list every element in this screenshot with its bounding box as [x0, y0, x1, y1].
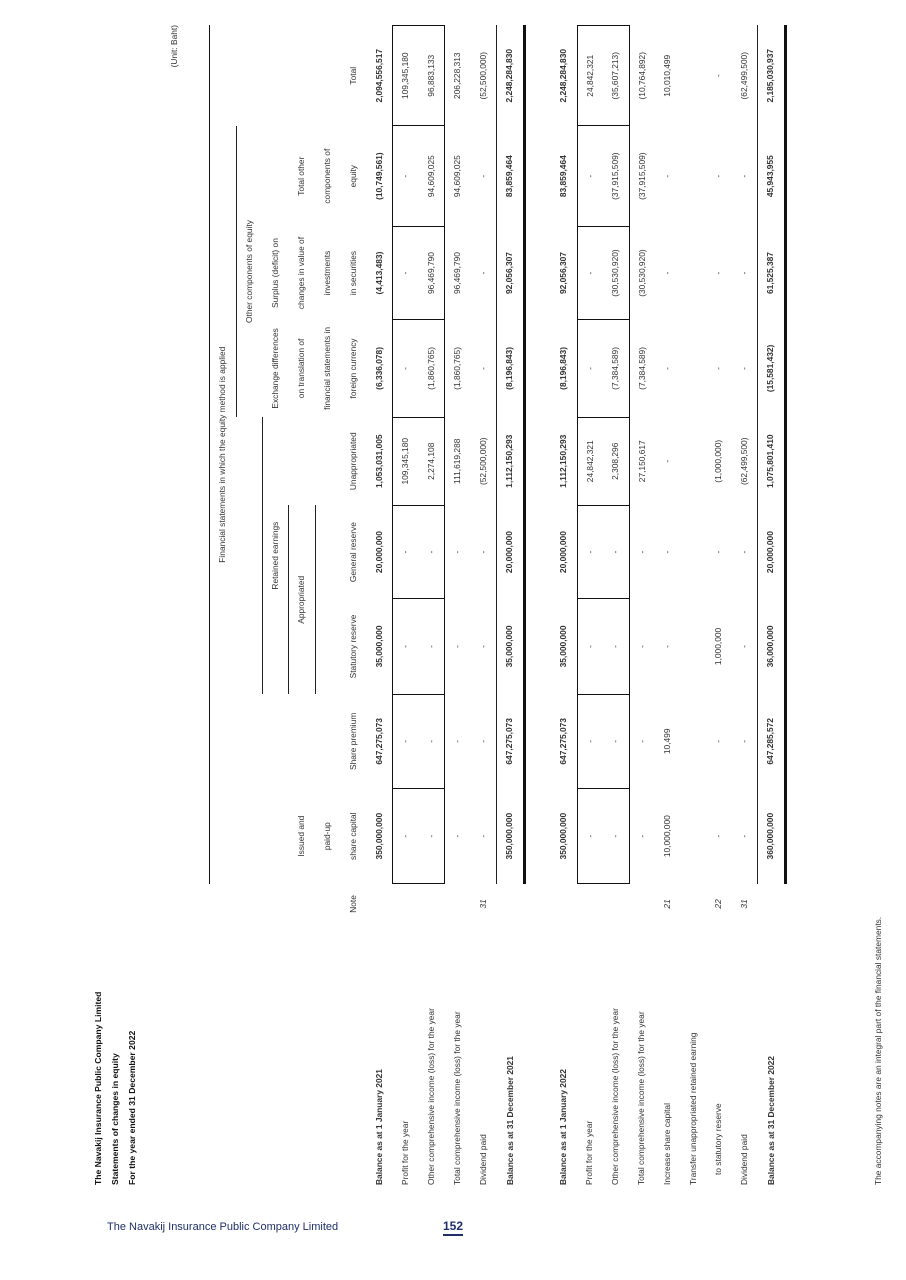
table-row [603, 26, 629, 1186]
cell-value: (52,500,000) [477, 437, 488, 486]
cell-value: - [629, 599, 655, 694]
row-note [603, 884, 629, 924]
cell-value: - [393, 789, 419, 884]
cell-value: (35,607,213) [603, 26, 629, 126]
header-issued-1: Issued and [296, 815, 306, 857]
cell-value: - [393, 505, 419, 598]
cell-value: 24,842,321 [577, 417, 603, 505]
cell-value: (30,530,920) [603, 226, 629, 319]
cell-value: (1,860,765) [419, 320, 445, 417]
cell-value: 1,112,150,293 [497, 417, 525, 505]
row-note [551, 884, 577, 924]
cell-value: - [713, 550, 723, 554]
cell-value: 647,275,073 [558, 718, 568, 765]
row-label: Increase share capital [662, 1103, 672, 1185]
header-exch-4: foreign currency [348, 338, 358, 399]
table-row [419, 26, 445, 1186]
cell-value: - [662, 367, 672, 370]
row-label: Dividend paid [477, 1134, 488, 1185]
cell-value: 45,943,955 [758, 126, 786, 226]
cell-value: 83,859,464 [558, 155, 568, 198]
cell-value: (8,196,843) [558, 346, 568, 390]
row-label: Other comprehensive income (loss) for the year [425, 1008, 436, 1185]
row-note: 21 [662, 899, 672, 909]
table-row [497, 26, 525, 1186]
cell-value: - [477, 174, 488, 178]
row-label: Dividend paid [738, 1134, 749, 1185]
header-issued-2: paid-up [322, 822, 333, 851]
cell-value: 20,000,000 [373, 531, 384, 574]
cell-value: 2,248,284,830 [497, 26, 525, 126]
cell-value: (1,000,000) [713, 439, 723, 483]
cell-value: - [577, 694, 603, 788]
table-row [681, 26, 707, 1186]
header-note: Note [348, 895, 358, 913]
cell-value: - [713, 174, 723, 178]
cell-value: (8,196,843) [497, 320, 525, 417]
statement-title: Statements of changes in equity [110, 1053, 120, 1185]
table-row [471, 26, 497, 1186]
cell-value: 2,248,284,830 [558, 48, 568, 103]
cell-value: - [477, 739, 488, 743]
cell-value: 350,000,000 [373, 812, 384, 860]
header-group: Financial statements in which the equity method is applied [210, 26, 237, 884]
cell-value: 647,275,073 [497, 694, 525, 788]
cell-value: - [577, 599, 603, 694]
row-label: Transfer unappropriated retained earning [687, 1032, 698, 1185]
cell-value: (10,749,561) [373, 152, 384, 200]
row-note [367, 884, 393, 924]
row-label: Balance as at 1 January 2021 [373, 1069, 384, 1185]
table-row [551, 26, 577, 1186]
cell-value: 94,609,025 [419, 126, 445, 226]
cell-value: 20,000,000 [758, 505, 786, 598]
cell-value: (37,915,509) [603, 126, 629, 226]
cell-value: 27,150,617 [629, 417, 655, 505]
row-label: Profit for the year [399, 1120, 410, 1185]
cell-value: - [738, 834, 749, 838]
cell-value: - [713, 739, 723, 743]
table-row [732, 26, 758, 1186]
table-row [706, 26, 732, 1186]
cell-value: - [419, 694, 445, 788]
footnote: The accompanying notes are an integral part of the financial statements. [873, 916, 883, 1185]
row-note [758, 884, 786, 924]
cell-value [681, 126, 707, 226]
cell-value: - [713, 367, 723, 370]
header-total: Total [348, 66, 358, 85]
cell-value: (62,499,500) [738, 52, 749, 100]
cell-value [681, 599, 707, 694]
cell-value: - [713, 271, 723, 275]
cell-value: - [662, 459, 672, 463]
row-label: Total comprehensive income (loss) for the year [451, 1011, 462, 1185]
cell-value: 92,056,307 [558, 252, 568, 294]
header-general-reserve: General reserve [348, 522, 358, 583]
header-issued-3: share capital [348, 812, 358, 860]
row-note [681, 884, 707, 924]
cell-value: - [738, 550, 749, 554]
row-label: Balance as at 31 December 2021 [504, 1056, 515, 1185]
cell-value: - [738, 739, 749, 743]
cell-value: 35,000,000 [558, 625, 568, 668]
cell-value: - [393, 694, 419, 788]
cell-value: - [477, 271, 488, 275]
header-exch-3: financial statements in [322, 326, 333, 410]
row-label: Profit for the year [584, 1120, 595, 1185]
cell-value: 1,000,000 [713, 627, 723, 666]
header-surp-2: changes in value of [296, 236, 306, 310]
cell-value: 35,000,000 [373, 625, 384, 668]
table-row [393, 26, 419, 1186]
cell-value: - [738, 174, 749, 178]
cell-value: - [713, 74, 723, 78]
cell-value: 109,345,180 [393, 417, 419, 505]
row-note [629, 884, 655, 924]
row-label: Other comprehensive income (loss) for the year [610, 1008, 621, 1185]
table-row [367, 26, 393, 1186]
cell-value: - [713, 834, 723, 838]
cell-value: 61,525,387 [758, 226, 786, 319]
cell-value [681, 417, 707, 505]
cell-value: 94,609,025 [445, 126, 471, 226]
header-other-components: Other components of equity [236, 126, 262, 417]
footer-company: The Navakij Insurance Public Company Limited [107, 1221, 339, 1233]
cell-value: - [419, 789, 445, 884]
header-surp-1: Surplus (deficit) on [269, 238, 280, 308]
cell-value: - [393, 226, 419, 319]
cell-value: (7,384,589) [603, 320, 629, 417]
cell-value [681, 320, 707, 417]
cell-value: - [477, 367, 488, 370]
cell-value: (10,764,892) [629, 26, 655, 126]
row-note [577, 884, 603, 924]
cell-value: - [629, 694, 655, 788]
cell-value: - [477, 550, 488, 554]
cell-value: - [445, 505, 471, 598]
header-retained-earnings: Retained earnings [262, 417, 289, 694]
cell-value: - [419, 599, 445, 694]
row-note [445, 884, 471, 924]
cell-value: - [603, 789, 629, 884]
cell-value [681, 789, 707, 884]
cell-value: (37,915,509) [629, 126, 655, 226]
cell-value: 36,000,000 [758, 599, 786, 694]
cell-value: - [738, 367, 749, 370]
company-title: The Navakij Insurance Public Company Limited [93, 991, 103, 1185]
row-label: Total comprehensive income (loss) for the year [636, 1011, 647, 1185]
header-exch-1: Exchange differences [269, 328, 280, 409]
header-statutory-reserve: Statutory reserve [348, 614, 358, 679]
cell-value: - [477, 834, 488, 838]
table-row [577, 26, 603, 1186]
cell-value: 1,053,031,005 [373, 434, 384, 489]
cell-value: (7,384,589) [629, 320, 655, 417]
cell-value: 111,619,288 [445, 417, 471, 505]
cell-value: 360,000,000 [758, 789, 786, 884]
cell-value: 10,499 [662, 728, 672, 755]
cell-value: - [577, 126, 603, 226]
cell-value [681, 226, 707, 319]
row-note: 22 [713, 899, 723, 909]
cell-value: - [662, 271, 672, 275]
cell-value: 1,112,150,293 [558, 434, 568, 488]
cell-value: - [629, 789, 655, 884]
header-unappropriated: Unappropriated [348, 432, 358, 491]
cell-value: 2,274,108 [419, 417, 445, 505]
row-note [419, 884, 445, 924]
header-appropriated: Appropriated [289, 505, 316, 694]
cell-value: 24,842,321 [577, 26, 603, 126]
cell-value: - [577, 226, 603, 319]
page-number: 152 [443, 1219, 463, 1236]
row-note [497, 884, 525, 924]
cell-value [681, 505, 707, 598]
table-row [655, 26, 681, 1186]
cell-value: - [393, 599, 419, 694]
cell-value: - [738, 271, 749, 275]
row-note [393, 884, 419, 924]
cell-value: - [445, 694, 471, 788]
cell-value: 20,000,000 [558, 531, 568, 574]
header-surp-4: in securities [348, 250, 358, 296]
cell-value [681, 26, 707, 126]
cell-value: - [577, 789, 603, 884]
cell-value: 83,859,464 [497, 126, 525, 226]
row-spacer [524, 26, 551, 1186]
table-header [210, 26, 367, 1186]
cell-value: 2,094,556,517 [373, 48, 384, 103]
cell-value: 350,000,000 [558, 812, 568, 860]
cell-value: 35,000,000 [497, 599, 525, 694]
header-tot-2: components of [322, 148, 333, 204]
cell-value: - [445, 599, 471, 694]
period-title: For the year ended 31 December 2022 [127, 1030, 137, 1185]
cell-value: - [662, 645, 672, 648]
cell-value: - [603, 505, 629, 598]
cell-value: - [477, 645, 488, 648]
cell-value: - [393, 320, 419, 417]
row-label: to statutory reserve [713, 1103, 723, 1175]
unit-label: (Unit: Baht) [169, 25, 179, 68]
cell-value: - [445, 789, 471, 884]
cell-value: - [603, 694, 629, 788]
cell-value: - [662, 174, 672, 178]
row-label: Balance as at 1 January 2022 [558, 1069, 569, 1185]
table-row [629, 26, 655, 1186]
header-exch-2: on translation of [296, 338, 306, 399]
cell-value: (1,860,765) [445, 320, 471, 417]
cell-value: - [603, 599, 629, 694]
header-share-premium: Share premium [348, 712, 358, 770]
cell-value: - [419, 505, 445, 598]
cell-value: - [393, 126, 419, 226]
cell-value: - [577, 505, 603, 598]
table-row [445, 26, 471, 1186]
cell-value: 647,285,572 [758, 694, 786, 788]
cell-value: (15,581,432) [758, 320, 786, 417]
cell-value: 10,000,000 [662, 815, 672, 858]
cell-value: (30,530,920) [629, 226, 655, 319]
cell-value: 96,469,790 [445, 226, 471, 319]
cell-value [681, 694, 707, 788]
table-body [367, 26, 786, 1186]
row-note: 31 [477, 899, 488, 909]
cell-value: 647,275,073 [373, 718, 384, 765]
cell-value: - [738, 645, 749, 648]
cell-value: 2,308,296 [603, 417, 629, 505]
cell-value: (62,499,500) [738, 437, 749, 486]
cell-value: 10,010,499 [662, 54, 672, 97]
row-note: 31 [738, 899, 749, 909]
cell-value: (6,336,078) [373, 346, 384, 390]
row-label: Balance as at 31 December 2022 [765, 1056, 776, 1185]
cell-value: - [577, 320, 603, 417]
cell-value: (4,413,483) [373, 251, 384, 295]
cell-value: 20,000,000 [497, 505, 525, 598]
rotated-statement-sheet [93, 25, 893, 1185]
header-tot-3: equity [348, 165, 358, 188]
header-tot-1: Total other [296, 156, 306, 196]
cell-value: 92,056,307 [497, 226, 525, 319]
cell-value: (52,500,000) [477, 52, 488, 100]
cell-value: - [629, 505, 655, 598]
equity-table [209, 25, 787, 1185]
cell-value: 96,469,790 [419, 226, 445, 319]
table-row [758, 26, 786, 1186]
cell-value: 109,345,180 [393, 26, 419, 126]
cell-value: 96,883,133 [419, 26, 445, 126]
cell-value: 350,000,000 [497, 789, 525, 884]
cell-value: 1,075,801,410 [758, 417, 786, 505]
header-surp-3: investments [322, 250, 333, 296]
cell-value: 2,185,030,937 [758, 26, 786, 126]
cell-value: - [662, 550, 672, 554]
cell-value: 206,228,313 [445, 26, 471, 126]
